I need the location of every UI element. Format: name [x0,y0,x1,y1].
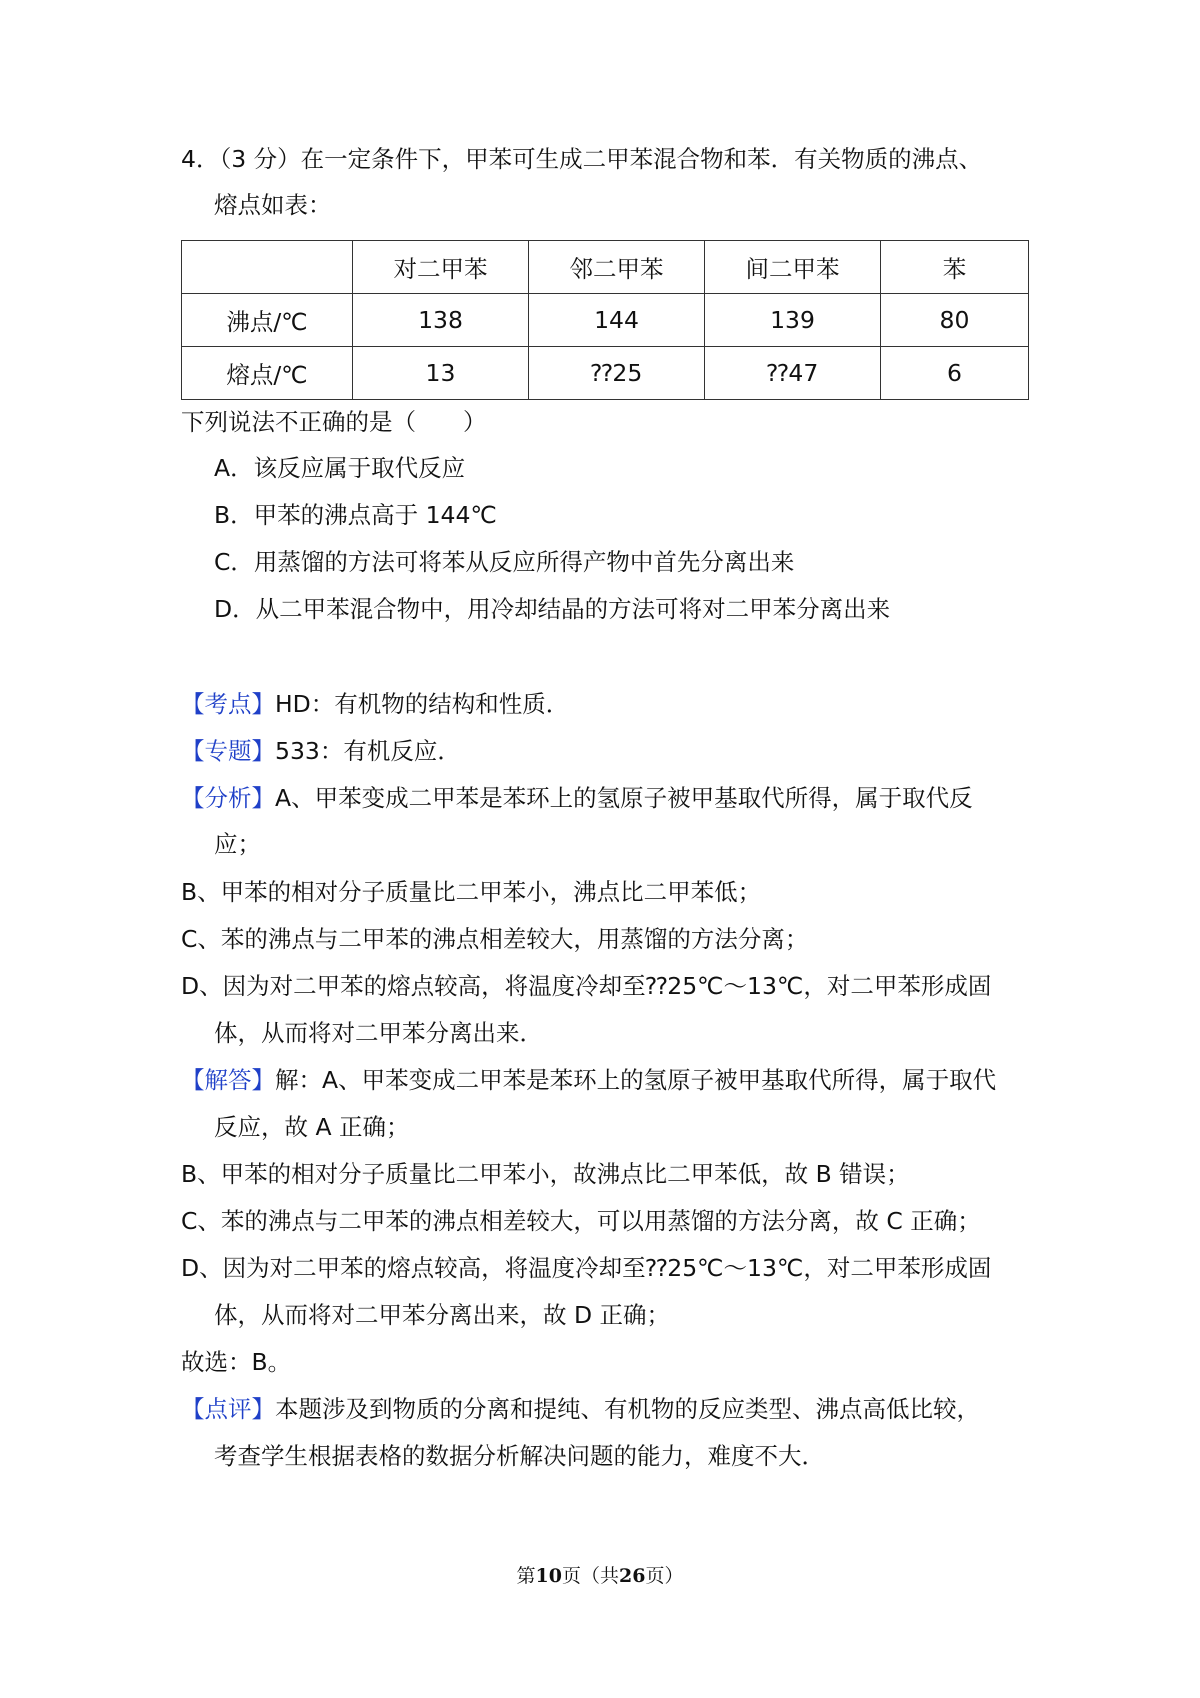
fenxi-line-2: 应； [214,830,261,858]
fenxi-text: A、甲苯变成二甲苯是苯环上的氢原子被甲基取代所得，属于取代反 [275,784,973,812]
jieda-line-2: 反应，故 A 正确； [214,1113,410,1141]
footer-page-number: 10 [535,1565,562,1587]
fenxi-line-last: 体，从而将对二甲苯分离出来． [214,1019,543,1047]
table-cell: ⁇47 [705,347,881,400]
question-prompt: 下列说法不正确的是（ ） [181,408,487,436]
dianping-text: 本题涉及到物质的分离和提纯、有机物的反应类型、沸点高低比较， [275,1395,980,1423]
fenxi-line-1 [181,782,973,814]
table-row-label: 沸点/℃ [182,294,353,347]
footer-suffix: 页） [645,1565,684,1587]
dianping-tag: 【点评】 [181,1395,275,1423]
kaodian-text: HD：有机物的结构和性质． [275,690,570,718]
table-header-cell: 对二甲苯 [353,241,529,294]
table-cell: 144 [529,294,705,347]
question-stem-line-1 [181,143,982,175]
table-row [182,294,1029,347]
zhuanti-line [181,735,461,767]
table-header-row [182,241,1029,294]
jieda-tag: 【解答】 [181,1066,275,1094]
table-row [182,347,1029,400]
table-cell: 6 [881,347,1029,400]
jieda-line-1 [181,1064,996,1096]
option-c: C．用蒸馏的方法可将苯从反应所得产物中首先分离出来 [214,548,795,576]
question-number: 4． [181,145,220,173]
table-corner-cell [182,241,353,294]
fenxi-line-c: C、苯的沸点与二甲苯的沸点相差较大，用蒸馏的方法分离； [181,925,809,953]
table-cell: 13 [353,347,529,400]
footer-prefix: 第 [516,1565,536,1587]
kaodian-tag: 【考点】 [181,690,275,718]
answer-line: 故选：B。 [181,1348,292,1376]
table-cell: ⁇25 [529,347,705,400]
footer-middle: 页（共 [561,1565,619,1587]
question-stem-line-2: 熔点如表： [214,191,332,219]
table-header-cell: 苯 [881,241,1029,294]
jieda-text: 解：A、甲苯变成二甲苯是苯环上的氢原子被甲基取代所得，属于取代 [275,1066,997,1094]
jieda-line-c: C、苯的沸点与二甲苯的沸点相差较大，可以用蒸馏的方法分离，故 C 正确； [181,1207,981,1235]
option-d: D．从二甲苯混合物中，用冷却结晶的方法可将对二甲苯分离出来 [214,595,891,623]
table-cell: 80 [881,294,1029,347]
jieda-line-last: 体，从而将对二甲苯分离出来，故 D 正确； [214,1301,671,1329]
table-cell: 139 [705,294,881,347]
table-row-label: 熔点/℃ [182,347,353,400]
option-b: B．甲苯的沸点高于 144℃ [214,501,497,529]
fenxi-line-d: D、因为对二甲苯的熔点较高，将温度冷却至⁇25℃～13℃，对二甲苯形成固 [181,972,992,1000]
zhuanti-tag: 【专题】 [181,737,275,765]
jieda-line-d: D、因为对二甲苯的熔点较高，将温度冷却至⁇25℃～13℃，对二甲苯形成固 [181,1254,992,1282]
kaodian-line [181,688,569,720]
jieda-line-b: B、甲苯的相对分子质量比二甲苯小，故沸点比二甲苯低，故 B 错误； [181,1160,910,1188]
table-header-cell: 邻二甲苯 [529,241,705,294]
properties-table [181,240,1029,400]
zhuanti-text: 533：有机反应． [275,737,461,765]
fenxi-line-b: B、甲苯的相对分子质量比二甲苯小，沸点比二甲苯低； [181,878,762,906]
fenxi-tag: 【分析】 [181,784,275,812]
footer-total-pages: 26 [619,1565,646,1587]
page-footer [0,1561,1200,1588]
option-a: A．该反应属于取代反应 [214,454,466,482]
question-score: （3 分） [219,145,301,173]
table-cell: 138 [353,294,529,347]
dianping-line-2: 考查学生根据表格的数据分析解决问题的能力，难度不大． [214,1442,825,1470]
table-header-cell: 间二甲苯 [705,241,881,294]
question-stem: 在一定条件下，甲苯可生成二甲苯混合物和苯．有关物质的沸点、 [300,145,983,173]
dianping-line-1 [181,1393,980,1425]
